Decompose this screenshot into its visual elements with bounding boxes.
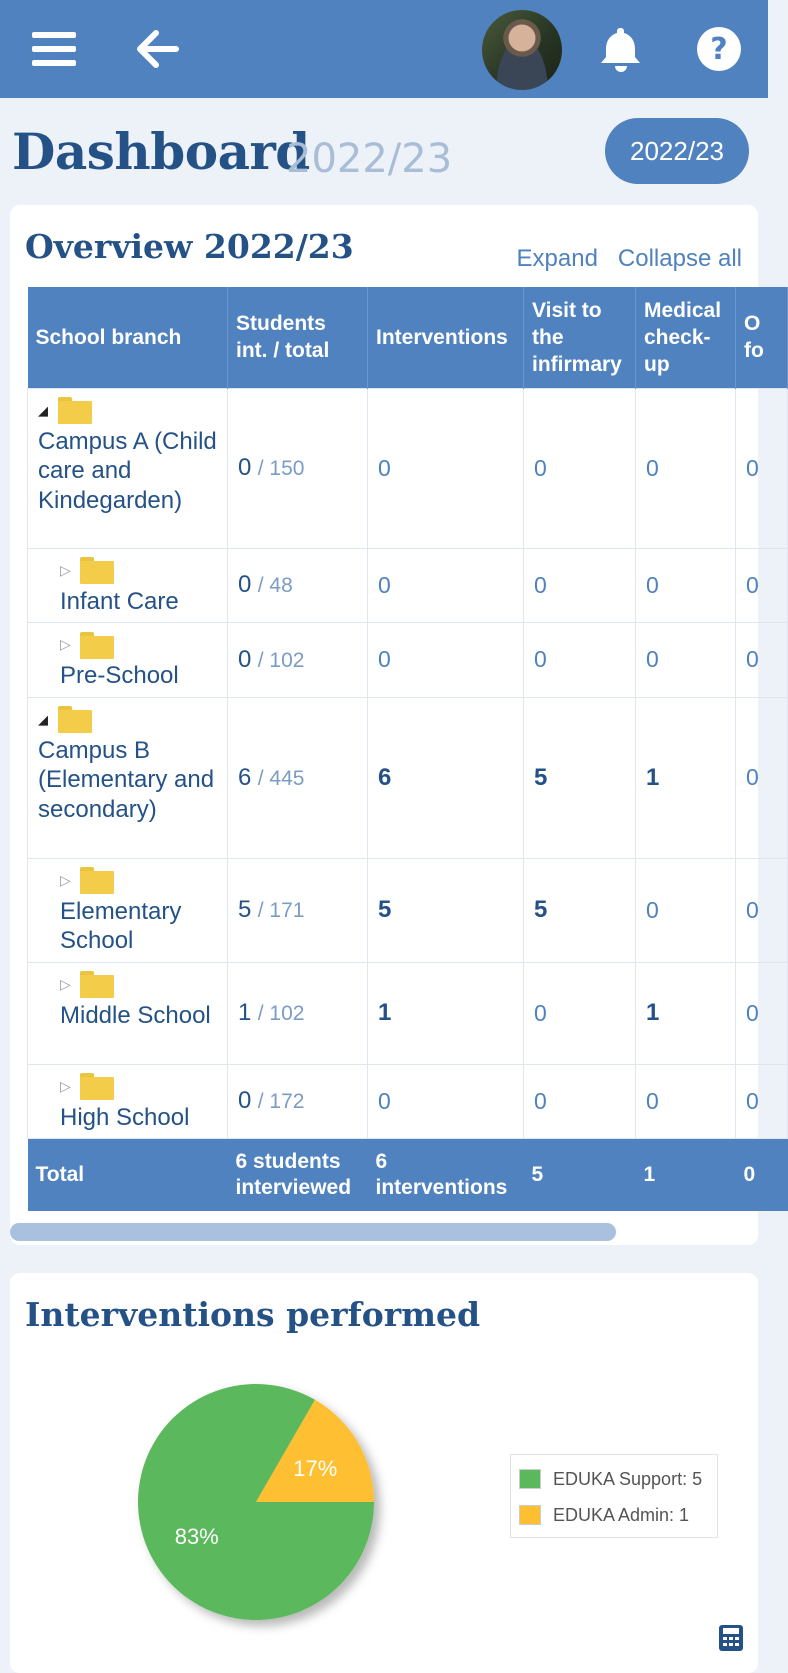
medical-cell: 0 bbox=[636, 623, 736, 698]
infirmary-value: 5 bbox=[534, 763, 548, 791]
arrow-left-icon[interactable] bbox=[132, 0, 182, 98]
expand-triangle-icon[interactable]: ▷ bbox=[60, 871, 71, 888]
infirmary-cell bbox=[524, 858, 636, 962]
students-interviewed: 6 bbox=[238, 763, 252, 791]
students-total: / 172 bbox=[257, 1090, 305, 1114]
interventions-value: 1 bbox=[378, 999, 392, 1026]
folder-icon bbox=[80, 867, 114, 894]
overview-table bbox=[27, 287, 788, 1211]
students-total: / 102 bbox=[257, 1002, 305, 1025]
medical-value: 1 bbox=[646, 999, 660, 1026]
table-header-row bbox=[28, 287, 788, 388]
table-row bbox=[28, 548, 788, 623]
help-icon[interactable] bbox=[694, 0, 744, 98]
infirmary-value: 5 bbox=[534, 896, 548, 923]
other-cell: 0 bbox=[736, 697, 788, 858]
other-cell: 0 bbox=[736, 962, 788, 1064]
table-row bbox=[28, 1064, 788, 1139]
column-header[interactable]: Medical check-up bbox=[636, 287, 736, 388]
interventions-value: 6 bbox=[378, 763, 392, 791]
interventions-cell bbox=[368, 858, 524, 962]
students-cell bbox=[228, 962, 368, 1064]
user-avatar[interactable] bbox=[482, 10, 562, 90]
folder-icon bbox=[58, 397, 92, 424]
branch-cell bbox=[28, 548, 228, 623]
medical-cell bbox=[636, 962, 736, 1064]
medical-cell: 0 bbox=[636, 548, 736, 623]
column-header[interactable]: Students int. / total bbox=[228, 287, 368, 388]
branch-name[interactable]: Elementary School bbox=[60, 897, 182, 954]
legend-swatch bbox=[519, 1469, 541, 1489]
folder-icon bbox=[80, 1073, 114, 1100]
other-cell: 0 bbox=[736, 548, 788, 623]
column-header[interactable]: School branch bbox=[28, 287, 228, 388]
students-cell bbox=[228, 623, 368, 698]
other-cell: 0 bbox=[736, 388, 788, 548]
branch-name[interactable]: Middle School bbox=[60, 1001, 211, 1029]
expand-triangle-icon[interactable]: ▷ bbox=[60, 636, 71, 653]
folder-icon bbox=[58, 706, 92, 733]
students-interviewed: 0 bbox=[238, 645, 252, 673]
interventions-cell bbox=[368, 697, 524, 858]
students-interviewed: 0 bbox=[238, 571, 252, 599]
overview-table-wrapper[interactable] bbox=[27, 287, 764, 1205]
chart-legend bbox=[510, 1454, 718, 1538]
collapse-triangle-icon[interactable]: ◢ bbox=[38, 711, 48, 727]
folder-icon bbox=[80, 557, 114, 584]
students-total: / 171 bbox=[257, 899, 305, 922]
total-medical: 1 bbox=[636, 1139, 736, 1211]
students-interviewed: 1 bbox=[238, 999, 252, 1026]
total-other: 0 bbox=[736, 1139, 788, 1211]
hamburger-menu-icon[interactable] bbox=[26, 0, 82, 98]
legend-label: EDUKA Admin: 1 bbox=[553, 1504, 690, 1525]
calculator-icon[interactable] bbox=[718, 1624, 744, 1657]
medical-cell bbox=[636, 697, 736, 858]
page-year: 2022/23 bbox=[286, 136, 453, 182]
students-total: / 445 bbox=[257, 766, 305, 790]
branch-name[interactable]: Campus A (Child care and Kindegarden) bbox=[38, 427, 217, 514]
students-cell bbox=[228, 388, 368, 548]
infirmary-cell: 0 bbox=[524, 1064, 636, 1139]
column-header[interactable]: O fo bbox=[736, 287, 788, 388]
interventions-cell: 0 bbox=[368, 548, 524, 623]
table-row bbox=[28, 623, 788, 698]
students-cell bbox=[228, 548, 368, 623]
interventions-card bbox=[10, 1273, 758, 1673]
interventions-title: Interventions performed bbox=[25, 1295, 481, 1334]
branch-name[interactable]: High School bbox=[60, 1103, 190, 1131]
expand-triangle-icon[interactable]: ▷ bbox=[60, 1077, 71, 1094]
folder-icon bbox=[80, 632, 114, 659]
overview-card bbox=[10, 205, 764, 1245]
total-row bbox=[28, 1139, 788, 1211]
infirmary-cell: 0 bbox=[524, 962, 636, 1064]
interventions-cell: 0 bbox=[368, 1064, 524, 1139]
table-row bbox=[28, 388, 788, 548]
students-total: / 48 bbox=[257, 574, 293, 598]
folder-icon bbox=[80, 971, 114, 998]
students-interviewed: 0 bbox=[238, 454, 252, 481]
horizontal-scrollbar[interactable] bbox=[10, 1223, 616, 1241]
table-row bbox=[28, 697, 788, 858]
infirmary-cell: 0 bbox=[524, 388, 636, 548]
branch-cell bbox=[28, 858, 228, 962]
expand-triangle-icon[interactable]: ▷ bbox=[60, 561, 71, 578]
total-label: Total bbox=[28, 1139, 228, 1211]
top-bar bbox=[0, 0, 768, 98]
legend-item[interactable] bbox=[519, 1461, 709, 1497]
expand-triangle-icon[interactable]: ▷ bbox=[60, 975, 71, 992]
column-header[interactable]: Interventions bbox=[368, 287, 524, 388]
medical-value: 1 bbox=[646, 763, 660, 791]
branch-name[interactable]: Campus B (Elementary and secondary) bbox=[38, 736, 215, 823]
table-row bbox=[28, 962, 788, 1064]
branch-cell bbox=[28, 623, 228, 698]
legend-item[interactable] bbox=[519, 1497, 709, 1533]
branch-name[interactable]: Pre-School bbox=[60, 662, 179, 689]
overview-title: Overview 2022/23 bbox=[25, 227, 354, 266]
other-cell: 0 bbox=[736, 858, 788, 962]
branch-cell bbox=[28, 962, 228, 1064]
expand-link[interactable]: Expand bbox=[516, 245, 598, 272]
table-row bbox=[28, 858, 788, 962]
interventions-value: 5 bbox=[378, 896, 392, 923]
infirmary-cell bbox=[524, 697, 636, 858]
branch-name[interactable]: Infant Care bbox=[60, 587, 179, 615]
infirmary-cell: 0 bbox=[524, 548, 636, 623]
students-total: / 150 bbox=[257, 457, 305, 480]
legend-label: EDUKA Support: 5 bbox=[553, 1468, 703, 1489]
branch-cell bbox=[28, 697, 228, 858]
other-cell: 0 bbox=[736, 1064, 788, 1139]
students-cell bbox=[228, 1064, 368, 1139]
svg-text:?: ? bbox=[710, 32, 728, 67]
collapse-triangle-icon[interactable]: ◢ bbox=[38, 402, 48, 418]
medical-cell: 0 bbox=[636, 1064, 736, 1139]
page-title: Dashboard bbox=[12, 122, 310, 181]
students-cell bbox=[228, 858, 368, 962]
interventions-cell: 0 bbox=[368, 623, 524, 698]
column-header[interactable]: Visit to the infirmary bbox=[524, 287, 636, 388]
infirmary-cell: 0 bbox=[524, 623, 636, 698]
branch-cell bbox=[28, 1064, 228, 1139]
medical-cell: 0 bbox=[636, 388, 736, 548]
total-infirmary: 5 bbox=[524, 1139, 636, 1211]
students-interviewed: 5 bbox=[238, 896, 252, 923]
other-cell: 0 bbox=[736, 623, 788, 698]
medical-cell: 0 bbox=[636, 858, 736, 962]
pie-label: 83% bbox=[174, 1524, 219, 1550]
interventions-cell: 0 bbox=[368, 388, 524, 548]
branch-cell bbox=[28, 388, 228, 548]
pie-chart bbox=[10, 1363, 490, 1653]
total-interventions: 6 interventions bbox=[368, 1139, 524, 1211]
tree-controls bbox=[517, 245, 742, 273]
students-interviewed: 0 bbox=[238, 1087, 252, 1115]
bell-icon[interactable] bbox=[596, 0, 646, 98]
total-students: 6 students interviewed bbox=[228, 1139, 368, 1211]
year-selector-button[interactable]: 2022/23 bbox=[605, 118, 749, 184]
students-total: / 102 bbox=[257, 648, 305, 672]
interventions-cell bbox=[368, 962, 524, 1064]
legend-swatch bbox=[519, 1505, 541, 1525]
students-cell bbox=[228, 697, 368, 858]
pie-label: 17% bbox=[293, 1455, 338, 1481]
collapse-all-link[interactable]: Collapse all bbox=[617, 245, 742, 272]
